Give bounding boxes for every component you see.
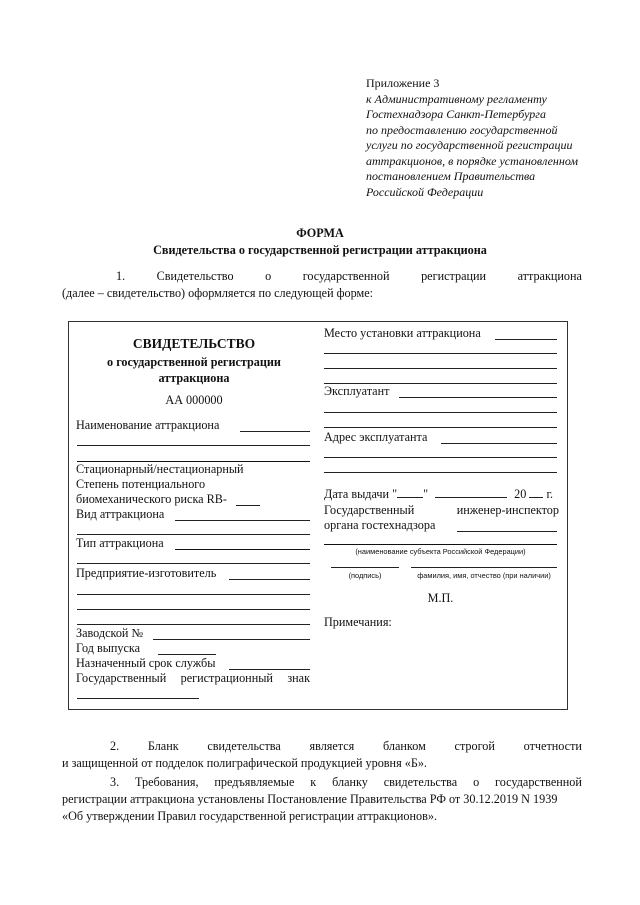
issue-date-text: Дата выдачи " bbox=[324, 487, 398, 501]
service-life-label: Назначенный срок службы bbox=[76, 656, 216, 670]
kind-field[interactable] bbox=[175, 520, 310, 521]
para-word: к bbox=[310, 775, 317, 789]
para-word: предъявляемые bbox=[214, 775, 295, 789]
paragraph-line: (далее – свидетельство) оформляется по следующей форме: bbox=[62, 286, 374, 300]
maker-field[interactable] bbox=[229, 579, 310, 580]
reg-sign-field[interactable] bbox=[77, 698, 199, 699]
subject-field[interactable] bbox=[324, 544, 557, 545]
reg-sign-label bbox=[76, 671, 310, 686]
word: Государственный bbox=[324, 503, 415, 517]
risk-label-2: биомеханического риска RB- bbox=[76, 492, 227, 506]
issue-date-label bbox=[324, 487, 553, 502]
paragraph-1 bbox=[62, 268, 582, 302]
operator-field-2[interactable] bbox=[324, 412, 557, 413]
type-field-2[interactable] bbox=[77, 563, 310, 564]
seal-label: М.П. bbox=[427, 591, 454, 605]
certificate-form bbox=[68, 321, 568, 710]
attraction-name-field[interactable] bbox=[240, 431, 310, 432]
paragraph-2 bbox=[62, 738, 582, 772]
paragraph-number: 3. bbox=[110, 775, 120, 789]
para-word: строгой bbox=[454, 739, 495, 753]
cert-heading: СВИДЕТЕЛЬСТВО bbox=[132, 336, 256, 351]
word: Государственный bbox=[76, 671, 167, 685]
para-word: государственной bbox=[302, 269, 390, 283]
maker-field-3[interactable] bbox=[77, 609, 310, 610]
risk-field[interactable] bbox=[236, 505, 260, 506]
para-word: является bbox=[309, 739, 355, 753]
para-word: Требования, bbox=[135, 775, 199, 789]
para-word: Свидетельство bbox=[156, 269, 234, 283]
place-field-3[interactable] bbox=[324, 368, 557, 369]
month-field[interactable] bbox=[435, 487, 507, 498]
paragraph-number: 1. bbox=[116, 269, 126, 283]
word: регистрационный bbox=[180, 671, 273, 685]
signature-field[interactable] bbox=[331, 567, 399, 568]
form-title: ФОРМА bbox=[296, 226, 344, 240]
year-prefix: 20 bbox=[514, 487, 527, 501]
kind-field-2[interactable] bbox=[77, 534, 310, 535]
maker-field-4[interactable] bbox=[77, 624, 310, 625]
maker-field-2[interactable] bbox=[77, 594, 310, 595]
risk-label: Степень потенциального bbox=[76, 477, 206, 491]
operator-field-3[interactable] bbox=[324, 427, 557, 428]
appendix-block bbox=[366, 76, 578, 200]
paragraph-line: и защищенной от подделок полиграфической продукцией уровня «Б». bbox=[62, 756, 427, 770]
para-word: аттракциона bbox=[517, 269, 582, 283]
notes-label: Примечания: bbox=[324, 615, 392, 629]
fio-caption: фамилия, имя, отчество (при наличии) bbox=[417, 571, 551, 580]
appendix-line: Российской Федерации bbox=[366, 184, 484, 199]
serial-label: Заводской № bbox=[76, 626, 144, 640]
quote-mark: " bbox=[423, 487, 429, 501]
appendix-line: Гостехнадзора Санкт-Петербурга bbox=[366, 107, 546, 121]
paragraph-line: регистрации аттракциона установлены Постановление Правительства РФ от 30.12.2019 N 1939 bbox=[62, 792, 558, 806]
type-label: Тип аттракциона bbox=[76, 536, 164, 550]
day-field[interactable] bbox=[397, 487, 423, 498]
year-field[interactable] bbox=[158, 654, 216, 655]
form-subtitle: Свидетельства о государственной регистрации аттракциона bbox=[153, 243, 487, 257]
service-life-field[interactable] bbox=[229, 669, 310, 670]
appendix-line: по предоставлению государственной bbox=[366, 122, 558, 137]
para-word: регистрации bbox=[421, 269, 487, 283]
appendix-line: аттракционов, в порядке установленном bbox=[366, 153, 579, 168]
year-suffix: г. bbox=[546, 487, 554, 501]
operator-label: Эксплуатант bbox=[324, 384, 390, 398]
paragraph-number: 2. bbox=[110, 739, 120, 753]
cert-heading-3: аттракциона bbox=[158, 371, 230, 385]
attraction-name-field-2[interactable] bbox=[77, 445, 310, 446]
cert-number: АА 000000 bbox=[165, 393, 223, 407]
inspector-label-2: органа гостехнадзора bbox=[324, 518, 436, 532]
para-word: свидетельства bbox=[383, 775, 458, 789]
para-word: свидетельства bbox=[207, 739, 281, 753]
operator-field[interactable] bbox=[399, 397, 557, 398]
para-word: о bbox=[265, 269, 272, 283]
paragraph-line: «Об утверждении Правил государственной регистрации аттракционов». bbox=[62, 809, 438, 823]
kind-label: Вид аттракциона bbox=[76, 507, 165, 521]
word: знак bbox=[287, 671, 310, 685]
serial-field[interactable] bbox=[153, 639, 310, 640]
appendix-line: услуги по государственной регистрации bbox=[366, 138, 573, 152]
place-field-2[interactable] bbox=[324, 353, 557, 354]
para-word: бланком bbox=[383, 739, 426, 753]
address-field-3[interactable] bbox=[324, 472, 557, 473]
inspector-field[interactable] bbox=[457, 531, 557, 532]
maker-label: Предприятие-изготовитель bbox=[76, 566, 217, 580]
place-label: Место установки аттракциона bbox=[324, 326, 481, 340]
signature-caption: (подпись) bbox=[348, 571, 382, 580]
subject-caption: (наименование субъекта Российской Федерации) bbox=[355, 547, 526, 556]
attraction-name-label: Наименование аттракциона bbox=[76, 418, 220, 432]
type-field[interactable] bbox=[175, 549, 310, 550]
para-word: бланку bbox=[332, 775, 368, 789]
address-label: Адрес эксплуатанта bbox=[324, 430, 428, 444]
address-field-2[interactable] bbox=[324, 457, 557, 458]
fio-field[interactable] bbox=[411, 567, 557, 568]
place-field[interactable] bbox=[495, 339, 557, 340]
para-word: о bbox=[473, 775, 480, 789]
para-word: государственной bbox=[495, 775, 582, 789]
cert-heading-2: о государственной регистрации bbox=[107, 355, 281, 369]
paragraph-3 bbox=[62, 774, 582, 825]
address-field[interactable] bbox=[441, 443, 557, 444]
stationary-label: Стационарный/нестационарный bbox=[76, 462, 244, 476]
appendix-line: к Административному регламенту bbox=[366, 91, 547, 106]
inspector-label bbox=[324, 503, 559, 518]
appendix-line: постановлением Правительства bbox=[366, 169, 536, 183]
year-field[interactable] bbox=[529, 487, 543, 498]
para-word: Бланк bbox=[147, 739, 179, 753]
word: инженер-инспектор bbox=[456, 503, 559, 517]
para-word: отчетности bbox=[523, 739, 582, 753]
year-label: Год выпуска bbox=[76, 641, 141, 655]
appendix-number: Приложение 3 bbox=[366, 76, 440, 90]
